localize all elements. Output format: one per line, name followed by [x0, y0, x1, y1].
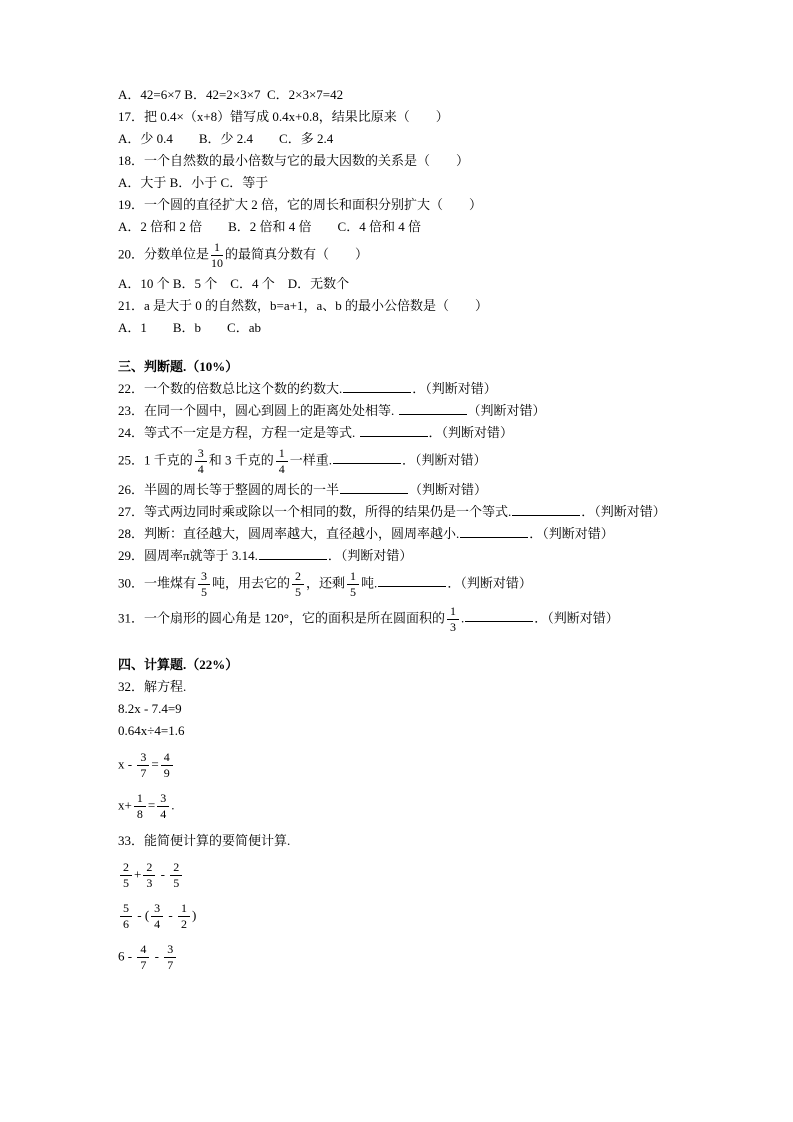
text-run: +: [134, 866, 142, 882]
section-4-heading: [118, 654, 681, 676]
fraction: [137, 943, 149, 972]
answer-blank: [399, 402, 467, 415]
text-run: -: [157, 866, 169, 882]
text-run: -: [151, 948, 163, 964]
options-21: [118, 317, 681, 339]
options-17: [118, 128, 681, 150]
question-19: [118, 194, 681, 216]
text-run: .: [171, 797, 175, 813]
text-run: 一样重.: [289, 452, 333, 468]
text-run: 和 3 千克的: [208, 452, 274, 468]
question-27: [118, 501, 681, 523]
text-run: （判断对错）: [409, 482, 488, 497]
text-run: .: [460, 610, 465, 626]
fraction-numerator: 3: [195, 447, 207, 462]
text-run: 0.64x÷4=1.6: [118, 723, 185, 738]
section-3-heading: [118, 356, 681, 378]
answer-blank: [512, 503, 580, 516]
fraction-denominator: 4: [197, 462, 204, 476]
fraction-denominator: 5: [123, 876, 129, 890]
fraction-numerator: 1: [178, 902, 190, 917]
answer-blank: [360, 424, 428, 437]
fraction-numerator: 2: [143, 861, 155, 876]
text-run: A．少 0.4 B．少 2.4 C．多 2.4: [118, 131, 334, 146]
text-run: 18．一个自然数的最小倍数与它的最大因数的关系是（ ）: [118, 153, 470, 168]
text-run: A．1 B．b C．ab: [118, 320, 262, 335]
fraction-denominator: 7: [167, 958, 174, 972]
fraction: [195, 447, 207, 476]
question-28: [118, 523, 681, 545]
text-run: 27．等式两边同时乘或除以一个相同的数，所得的结果仍是一个等式.: [118, 504, 512, 519]
fraction-denominator: 10: [211, 256, 224, 270]
text-run: 29．圆周率π就等于 3.14.: [118, 548, 258, 563]
text-run: 三、判断题.（10%）: [118, 359, 239, 374]
document-body: [118, 84, 681, 975]
fraction: [211, 241, 223, 270]
text-run: 33．能简便计算的要简便计算.: [118, 833, 291, 848]
text-run: 吨.: [361, 575, 378, 591]
question-32: [118, 676, 681, 698]
text-run: 23．在同一个圆中，圆心到圆上的距离处处相等.: [118, 403, 398, 418]
answer-blank: [340, 481, 408, 494]
fraction: [137, 751, 149, 780]
text-run: 吨，用去它的: [212, 575, 291, 591]
fraction-numerator: 3: [137, 751, 149, 766]
answer-blank: [460, 525, 528, 538]
question-20: [118, 238, 681, 273]
fraction: [157, 792, 169, 821]
text-run: 四、计算题.（22%）: [118, 657, 239, 672]
fraction-denominator: 7: [140, 766, 147, 780]
fraction-numerator: 1: [447, 605, 459, 620]
text-run: ): [192, 907, 197, 923]
fraction-numerator: 1: [211, 241, 223, 256]
text-run: -: [165, 907, 177, 923]
text-run: 25．1 千克的: [118, 452, 193, 468]
fraction: [143, 861, 155, 890]
fraction-numerator: 5: [120, 902, 132, 917]
text-run: A．10 个 B．5 个 C．4 个 D．无数个: [118, 276, 350, 291]
fraction-numerator: 3: [164, 943, 176, 958]
text-run: 的最简真分数有（ ）: [225, 246, 369, 262]
answer-blank: [259, 547, 327, 560]
fraction-numerator: 2: [120, 861, 132, 876]
question-21: [118, 295, 681, 317]
text-run: 22．一个数的倍数总比这个数的约数大.: [118, 381, 343, 396]
options-19: [118, 216, 681, 238]
text-run: 19．一个圆的直径扩大 2 倍，它的周长和面积分别扩大（ ）: [118, 197, 483, 212]
fraction: [170, 861, 182, 890]
fraction: [276, 447, 288, 476]
text-run: ．（判断对错）: [428, 425, 514, 440]
text-run: 28．判断：直径越大，圆周率越大，直径越小，圆周率越小.: [118, 526, 460, 541]
question-23: [118, 400, 681, 422]
fraction: [151, 902, 163, 931]
text-run: A．42=6×7 B．42=2×3×7 C．2×3×7=42: [118, 87, 344, 102]
text-run: 26．半圆的周长等于整圆的周长的一半: [118, 482, 340, 497]
equation-32-1: [118, 698, 681, 720]
fraction: [164, 943, 176, 972]
fraction-numerator: 3: [157, 792, 169, 807]
question-29: [118, 545, 681, 567]
fraction-numerator: 1: [134, 792, 146, 807]
fraction-denominator: 7: [140, 958, 147, 972]
text-run: A．大于 B．小于 C．等于: [118, 175, 269, 190]
text-run: x -: [118, 756, 136, 772]
equation-32-4: [118, 789, 681, 824]
question-24: [118, 422, 681, 444]
fraction-denominator: 4: [160, 807, 167, 821]
text-run: 32．解方程.: [118, 679, 187, 694]
answer-blank: [333, 451, 401, 464]
fraction: [447, 605, 459, 634]
fraction-denominator: 5: [173, 876, 180, 890]
text-run: 17．把 0.4×（x+8）错写成 0.4x+0.8，结果比原来（ ）: [118, 109, 449, 124]
question-25: [118, 444, 681, 479]
text-run: - (: [134, 907, 150, 923]
question-18: [118, 150, 681, 172]
fraction-numerator: 2: [170, 861, 182, 876]
equation-33-2: [118, 899, 681, 934]
question-31: [118, 602, 681, 637]
equation-33-3: [118, 940, 681, 975]
text-run: 31．一个扇形的圆心角是 120°，它的面积是所在圆面积的: [118, 610, 445, 626]
fraction: [134, 792, 146, 821]
fraction-denominator: 6: [123, 917, 129, 931]
text-run: 6 -: [118, 948, 136, 964]
fraction-denominator: 4: [278, 462, 285, 476]
equation-33-1: [118, 858, 681, 893]
answer-blank: [378, 574, 446, 587]
text-run: 20．分数单位是: [118, 246, 210, 262]
text-run: 24．等式不一定是方程，方程一定是等式.: [118, 425, 359, 440]
fraction: [347, 570, 359, 599]
text-run: 8.2x - 7.4=9: [118, 701, 182, 716]
fraction-denominator: 4: [154, 917, 161, 931]
fraction-numerator: 4: [161, 751, 173, 766]
options-18: [118, 172, 681, 194]
question-22: [118, 378, 681, 400]
text-run: ．（判断对错）: [402, 452, 487, 468]
fraction-denominator: 5: [350, 585, 357, 599]
fraction-numerator: 3: [151, 902, 163, 917]
text-run: ．（判断对错）: [412, 381, 497, 396]
fraction-numerator: 1: [347, 570, 359, 585]
answer-blank: [343, 380, 411, 393]
fraction-denominator: 3: [449, 620, 456, 634]
text-run: A．2 倍和 2 倍 B．2 倍和 4 倍 C．4 倍和 4 倍: [118, 219, 421, 234]
text-run: =: [151, 756, 159, 772]
fraction-denominator: 3: [146, 876, 153, 890]
text-run: ．（判断对错）: [327, 548, 413, 563]
text-run: ．（判断对错）: [447, 575, 532, 591]
fraction: [120, 861, 132, 890]
fraction: [292, 570, 304, 599]
fraction-denominator: 9: [163, 766, 170, 780]
question-26: [118, 479, 681, 501]
fraction-denominator: 8: [136, 807, 143, 821]
answer-blank: [465, 609, 533, 622]
fraction-denominator: 5: [295, 585, 302, 599]
question-33: [118, 830, 681, 852]
text-run: ，还剩: [306, 575, 346, 591]
fraction-denominator: 5: [201, 585, 208, 599]
fraction-numerator: 1: [276, 447, 288, 462]
equation-32-3: [118, 748, 681, 783]
text-run: 30．一堆煤有: [118, 575, 197, 591]
text-run: x+: [118, 797, 132, 813]
fraction-numerator: 2: [292, 570, 304, 585]
text-run: （判断对错）: [467, 403, 546, 418]
options-16: [118, 84, 681, 106]
text-run: ．（判断对错）: [534, 610, 619, 626]
text-run: =: [147, 797, 156, 813]
text-run: 21．a 是大于 0 的自然数，b=a+1，a、b 的最小公倍数是（ ）: [118, 298, 488, 313]
question-17: [118, 106, 681, 128]
text-run: ．（判断对错）: [529, 526, 614, 541]
fraction: [198, 570, 210, 599]
text-run: ．（判断对错）: [581, 504, 666, 519]
fraction: [120, 902, 132, 931]
fraction-denominator: 2: [181, 917, 188, 931]
fraction-numerator: 3: [198, 570, 210, 585]
fraction: [161, 751, 173, 780]
fraction-numerator: 4: [137, 943, 149, 958]
equation-32-2: [118, 720, 681, 742]
question-30: [118, 567, 681, 602]
options-20: [118, 273, 681, 295]
fraction: [178, 902, 190, 931]
